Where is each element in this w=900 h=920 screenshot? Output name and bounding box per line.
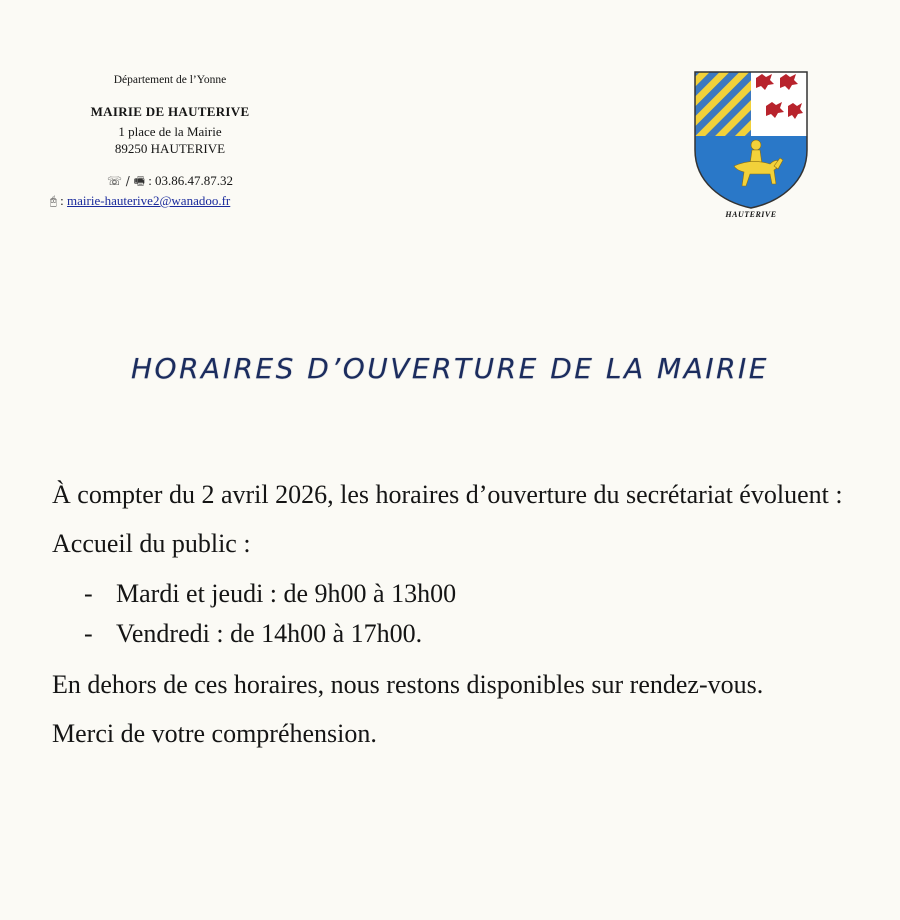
schedule-fri: Vendredi : de 14h00 à 17h00. (116, 619, 423, 648)
appointment-paragraph: En dehors de ces horaires, nous restons disponibles sur rendez-vous. (52, 670, 764, 699)
reception-heading: Accueil du public : (52, 529, 251, 558)
address-line-2: 89250 HAUTERIVE (114, 141, 226, 156)
mairie-letterhead (40, 74, 300, 211)
list-item (84, 614, 872, 654)
schedule-list (84, 574, 872, 654)
closing-line: Merci de votre compréhension. (52, 719, 377, 748)
page-title: HORAIRES D’OUVERTURE DE LA MAIRIE (130, 352, 769, 385)
list-dash: - (84, 579, 93, 608)
address-line-1: 1 place de la Mairie (118, 124, 222, 139)
email-line (10, 191, 270, 211)
phone-number: : 03.86.47.87.32 (148, 173, 234, 188)
coat-of-arms-icon (692, 70, 810, 220)
schedule-tue-thu: Mardi et jeudi : de 9h00 à 13h00 (116, 579, 457, 608)
email-prefix: : (60, 193, 64, 208)
mairie-name: MAIRIE DE HAUTERIVE (90, 104, 250, 119)
mouse-icon: 🖰 (49, 194, 57, 208)
intro-paragraph: À compter du 2 avril 2026, les horaires d’ouverture du secrétariat évoluent : (52, 480, 843, 509)
department-label: Département de l’Yonne (113, 74, 227, 86)
email-link[interactable]: mairie-hauterive2@wanadoo.fr (67, 193, 231, 208)
list-dash: - (84, 619, 93, 648)
phone-fax-icon: ☏ / 🖷 (106, 174, 145, 188)
contact-block (40, 171, 300, 211)
phone-line (40, 171, 300, 191)
notice-body (52, 476, 872, 752)
list-item (84, 574, 872, 614)
coat-of-arms-caption: HAUTERIVE (725, 210, 777, 219)
